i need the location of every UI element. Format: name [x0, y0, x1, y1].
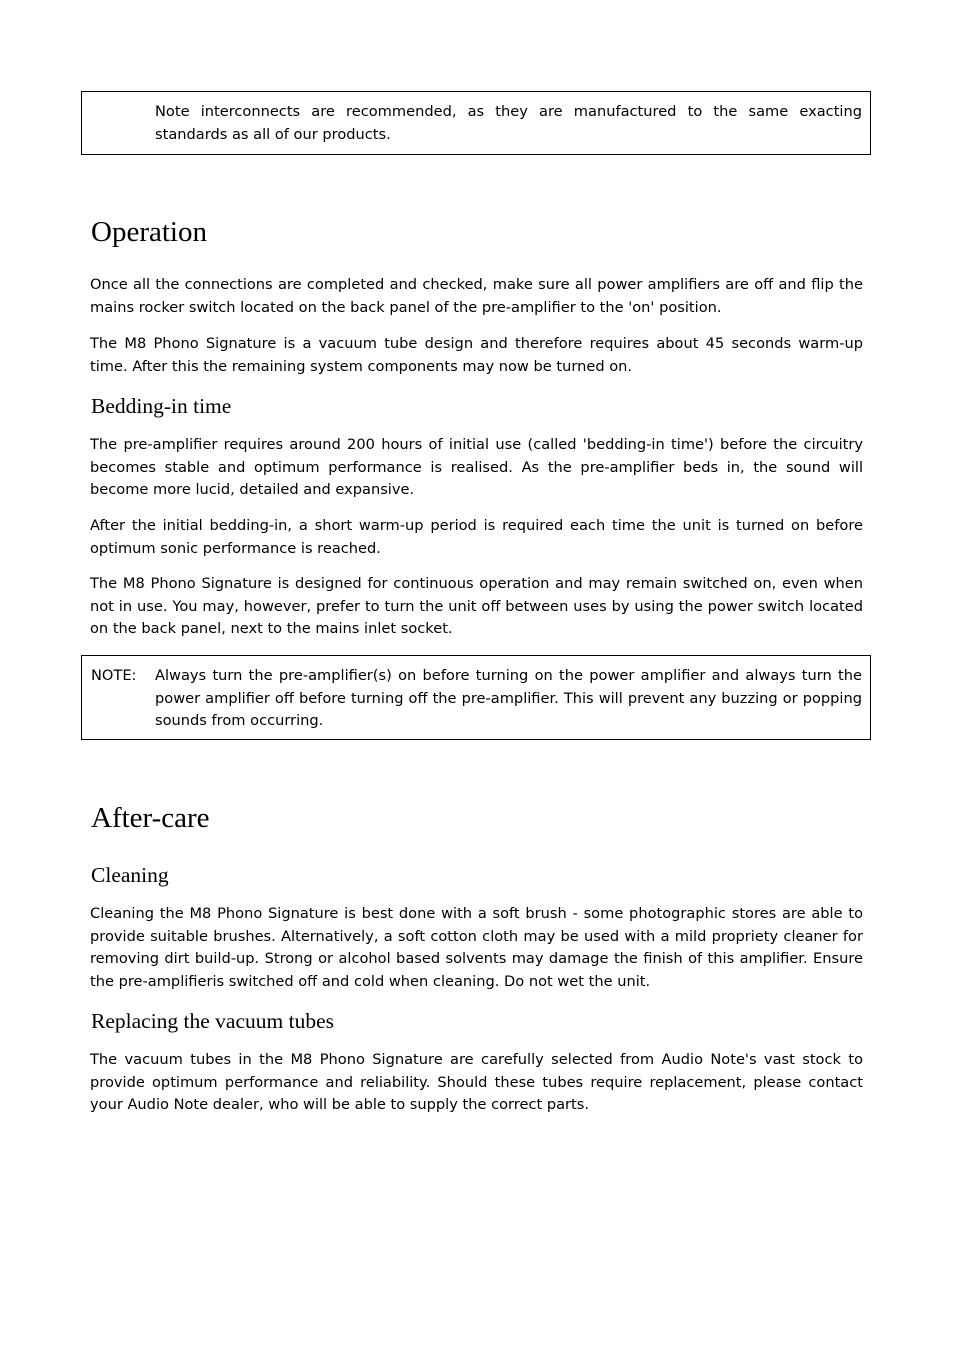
interconnects-note-box: [81, 91, 871, 155]
operation-paragraph-2: The M8 Phono Signature is a vacuum tube design and therefore requires about 45 seconds warm-up time. After this the remaining system components may now be turned on.: [90, 335, 863, 375]
cleaning-paragraph: Cleaning the M8 Phono Signature is best done with a soft brush - some photographic stores are able to provide suitable brushes. Alternatively, a soft cotton cloth may be used with a mild propriety cleaner for removing dirt build-up. Strong or alcohol based solvents may damage the finish of this amplifier. Ensure the pre-amplifieris switched off and cold when cleaning. Do not wet the unit.: [90, 905, 863, 990]
cleaning-heading: Cleaning: [91, 863, 169, 887]
bedding-in-paragraph-2: After the initial bedding-in, a short warm-up period is required each time the unit is turned on before optimum sonic performance is reached.: [90, 517, 863, 557]
note-label: NOTE:: [91, 667, 137, 684]
operation-heading: Operation: [91, 216, 207, 248]
bedding-in-paragraph-3: The M8 Phono Signature is designed for continuous operation and may remain switched on, even when not in use. You may, however, prefer to turn the unit off between uses by using the power switch located on the back panel, next to the mains inlet socket.: [90, 575, 863, 637]
power-on-note-text: Always turn the pre-amplifier(s) on before turning on the power amplifier and always turn the power amplifier off before turning off the pre-amplifier. This will prevent any buzzing or popping sounds from occurring.: [155, 667, 862, 729]
bedding-in-paragraph-1: The pre-amplifier requires around 200 hours of initial use (called 'bedding-in time') before the circuitry becomes stable and optimum performance is realised. As the pre-amplifier beds in, the sound will become more lucid, detailed and expansive.: [90, 436, 863, 498]
operation-paragraph-1: Once all the connections are completed and checked, make sure all power amplifiers are off and flip the mains rocker switch located on the back panel of the pre-amplifier to the 'on' position.: [90, 276, 863, 316]
after-care-heading: After-care: [91, 802, 210, 834]
interconnects-note-text: Note interconnects are recommended, as they are manufactured to the same exacting standards as all of our products.: [155, 103, 862, 143]
bedding-in-heading: Bedding-in time: [91, 394, 232, 418]
replacing-tubes-heading: Replacing the vacuum tubes: [91, 1009, 334, 1033]
power-on-note-box: [81, 655, 871, 740]
replacing-tubes-paragraph: The vacuum tubes in the M8 Phono Signature are carefully selected from Audio Note's vast stock to provide optimum performance and reliability. Should these tubes require replacement, please contact your Audio Note dealer, who will be able to supply the correct parts.: [90, 1051, 863, 1113]
